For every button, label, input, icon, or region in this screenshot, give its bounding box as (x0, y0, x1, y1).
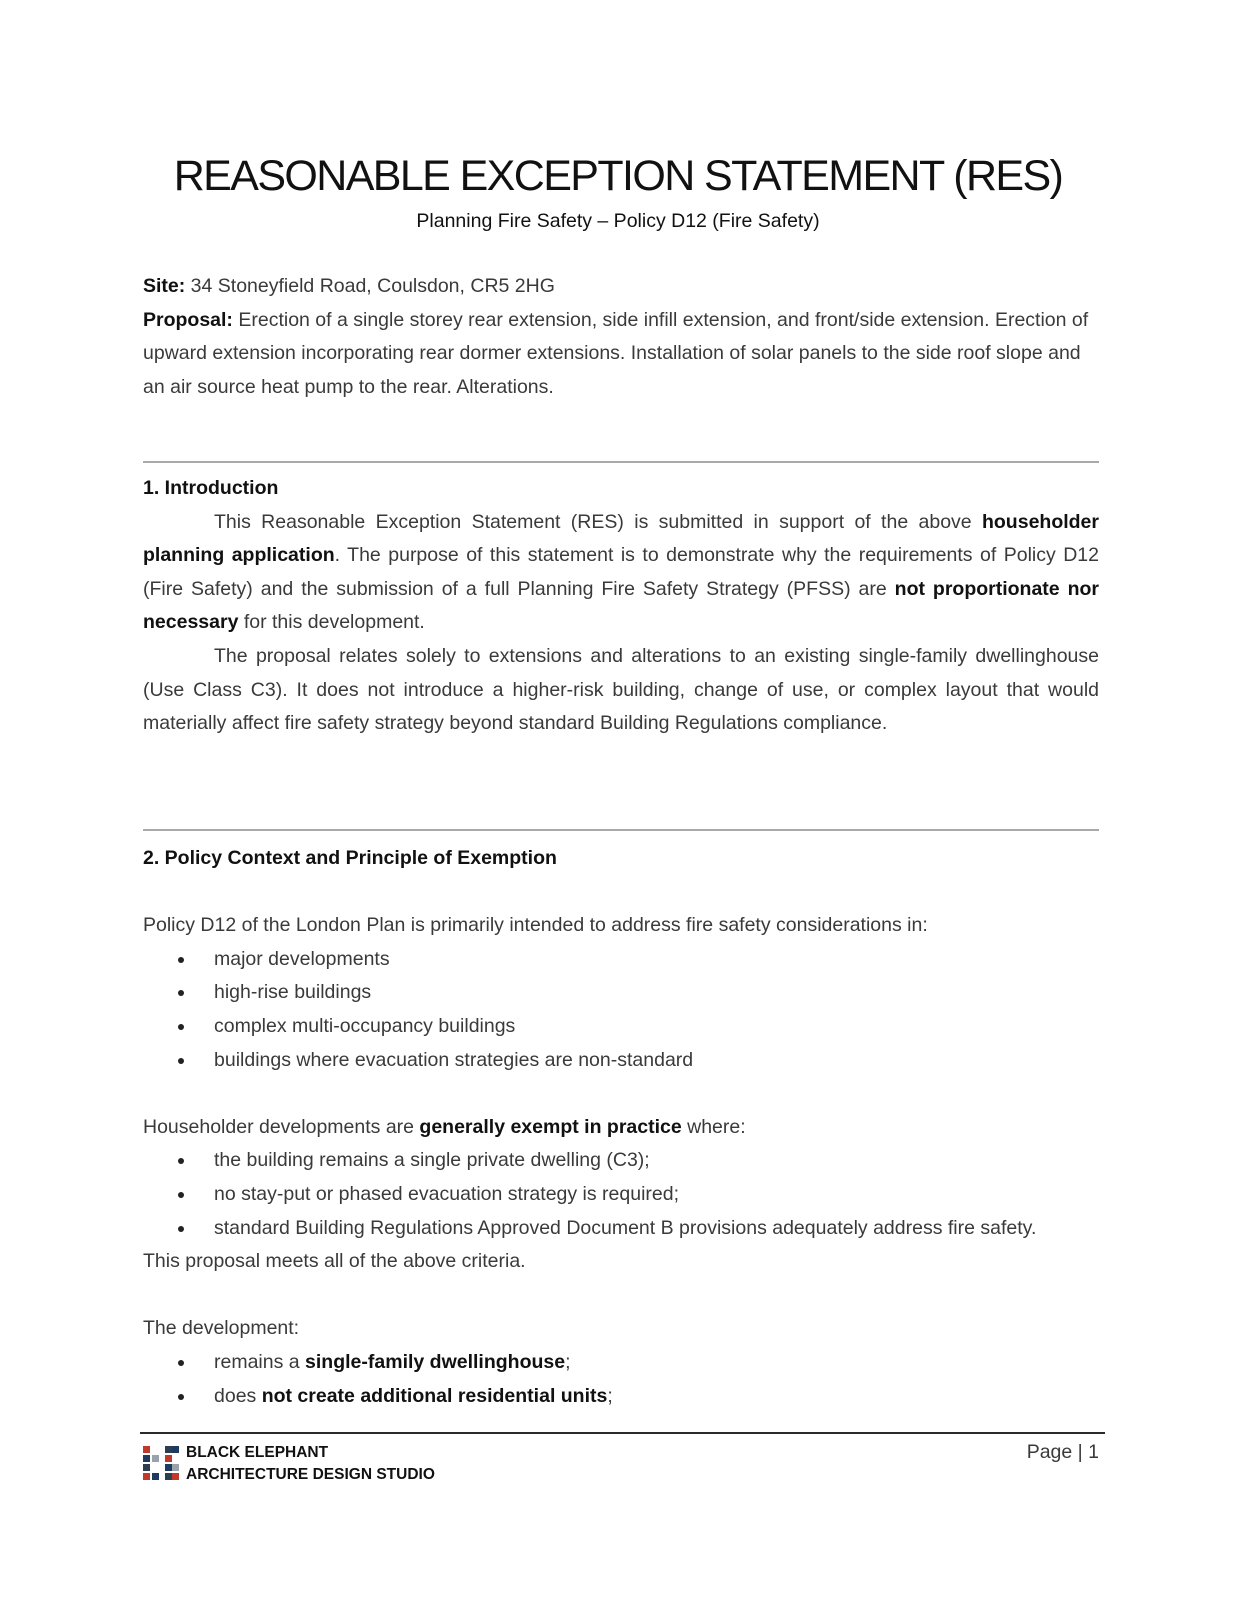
development-list (143, 1346, 1099, 1413)
policy-emphasis: single-family dwellinghouse (305, 1350, 566, 1373)
policy-text: does (214, 1384, 262, 1407)
policy-intro: Policy D12 of the London Plan is primarily intended to address fire safety considerations in: (143, 914, 928, 937)
studio-name (186, 1442, 435, 1486)
list-item: high-rise buildings (143, 976, 1099, 1010)
exemption-list (143, 1144, 1099, 1245)
householder-paragraph (143, 1111, 1099, 1145)
spacer (143, 1077, 1099, 1111)
list-item: buildings where evacuation strategies are non-standard (143, 1044, 1099, 1078)
section-divider (143, 461, 1099, 463)
policy-text: Householder developments are (143, 1115, 420, 1138)
spacer (143, 876, 1099, 910)
list-item: complex multi-occupancy buildings (143, 1010, 1099, 1044)
development-intro: The development: (143, 1317, 300, 1340)
site-proposal-block (143, 270, 1099, 404)
list-item (143, 1380, 1099, 1414)
policy-text: ; (607, 1384, 613, 1407)
proposal-value: Erection of a single storey rear extension, side infill extension, and front/side extension. Erection of upward extension incorporating rear dormer extensions. Installation of solar panels to the side roof slope and an air source heat pump to the rear. Alterations. (143, 308, 1089, 398)
intro-emphasis: not proportionate nor necessary (143, 577, 1099, 634)
list-item: standard Building Regulations Approved Document B provisions adequately address fire safety. (143, 1212, 1099, 1246)
policy-text: remains a (214, 1350, 306, 1373)
introduction-heading: 1. Introduction (143, 477, 279, 499)
spacer (143, 1279, 1099, 1313)
policy-heading: 2. Policy Context and Principle of Exemption (143, 847, 557, 869)
policy-list (143, 943, 1099, 1077)
proposal-label: Proposal: (143, 308, 233, 331)
studio-name-line-2: ARCHITECTURE DESIGN STUDIO (186, 1466, 435, 1483)
document-title: REASONABLE EXCEPTION STATEMENT (RES) (173, 152, 1063, 200)
policy-text: where: (681, 1115, 746, 1138)
intro-text: . The purpose of this statement is to demonstrate why the requirements of Policy D12 (Fire Safety) and the submission of a full Planning Fire Safety Strategy (PFSS) are (143, 544, 1099, 600)
document-subtitle: Planning Fire Safety – Policy D12 (Fire Safety) (416, 210, 820, 232)
intro-emphasis: householder planning application (143, 510, 1099, 567)
site-value: 34 Stoneyfield Road, Coulsdon, CR5 2HG (185, 275, 555, 297)
intro-text: for this development. (238, 611, 425, 634)
introduction-section (143, 472, 1099, 741)
studio-logo-icon (143, 1446, 179, 1482)
policy-section (143, 842, 1099, 1413)
list-item: no stay-put or phased evacuation strategy is required; (143, 1178, 1099, 1212)
policy-emphasis: generally exempt in practice (419, 1115, 682, 1138)
site-line (143, 270, 1099, 304)
introduction-paragraph-1 (143, 506, 1099, 640)
list-item (143, 1346, 1099, 1380)
proposal-line (143, 304, 1099, 405)
introduction-paragraph-2: The proposal relates solely to extensions and alterations to an existing single-family dwellinghouse (Use Class C3). It does not introduce a higher-risk building, change of use, or complex layout that would materially affect fire safety strategy beyond standard Building Regulations compliance. (143, 644, 1099, 735)
list-item: major developments (143, 943, 1099, 977)
studio-name-line-1: BLACK ELEPHANT (186, 1444, 329, 1461)
page-number: Page | 1 (1026, 1441, 1099, 1463)
section-divider (143, 829, 1099, 831)
footer-divider (140, 1432, 1105, 1434)
intro-text: This Reasonable Exception Statement (RES) is submitted in support of the above (214, 510, 982, 533)
policy-text: ; (565, 1350, 571, 1373)
policy-emphasis: not create additional residential units (261, 1384, 608, 1407)
site-label: Site: (143, 275, 186, 297)
list-item: the building remains a single private dwelling (C3); (143, 1144, 1099, 1178)
criteria-line: This proposal meets all of the above criteria. (143, 1250, 526, 1273)
